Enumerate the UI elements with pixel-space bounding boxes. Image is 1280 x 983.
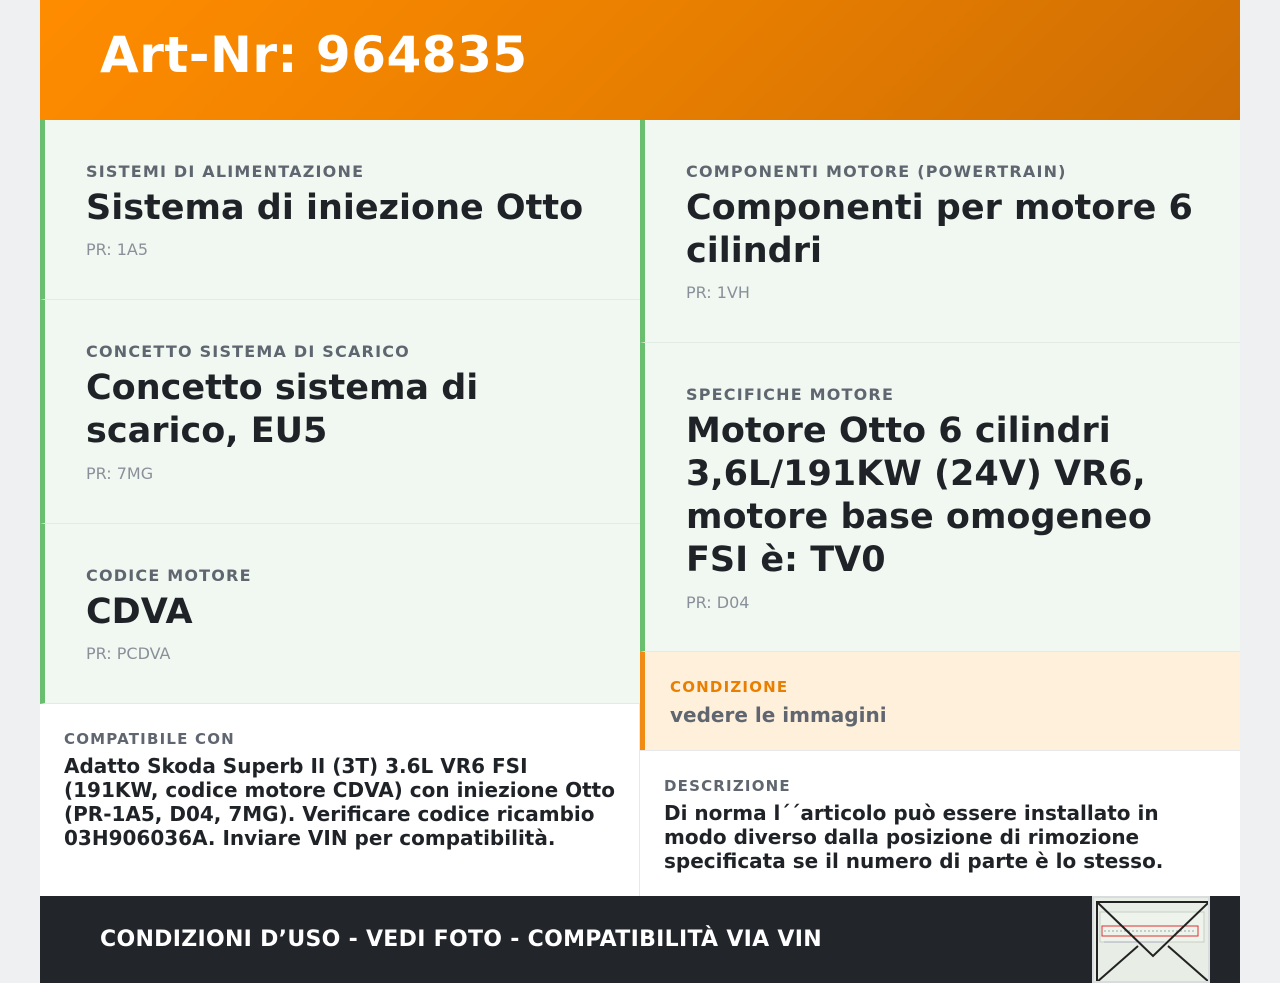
spec-pr-code: PR: 1VH xyxy=(686,283,750,302)
spec-pr-code: PR: 1A5 xyxy=(86,240,149,259)
spec-pr-code: PR: PCDVA xyxy=(86,644,171,663)
spec-label: CODICE MOTORE xyxy=(86,566,252,585)
description-block xyxy=(640,750,1240,896)
spec-label: SISTEMI DI ALIMENTAZIONE xyxy=(86,162,365,181)
spec-card xyxy=(640,343,1240,652)
footer-bar xyxy=(40,896,1240,983)
spec-card xyxy=(640,120,1240,343)
spec-label: CONCETTO SISTEMA DI SCARICO xyxy=(86,342,410,361)
footer-text: CONDIZIONI D’USO - VEDI FOTO - COMPATIBILITÀ VIA VIN xyxy=(100,927,822,952)
compatibility-label: COMPATIBILE CON xyxy=(64,730,235,748)
spec-pr-code: PR: D04 xyxy=(686,593,750,612)
article-number-title: Art-Nr: 964835 xyxy=(100,26,528,84)
spec-card xyxy=(40,300,640,524)
spec-value: Sistema di iniezione Otto xyxy=(86,188,584,228)
spec-label: COMPONENTI MOTORE (POWERTRAIN) xyxy=(686,162,1067,181)
condition-value: vedere le immagini xyxy=(670,703,887,727)
spec-value: CDVA xyxy=(86,592,193,632)
condition-label: CONDIZIONE xyxy=(670,678,789,696)
product-page xyxy=(40,0,1240,983)
spec-value: Concetto sistema di scarico, EU5 xyxy=(86,368,479,451)
spec-value: Componenti per motore 6 cilindri xyxy=(686,188,1193,271)
description-text: Di norma l´´articolo può essere installato in modo diverso dalla posizione di rimozione specificata se il numero di parte è lo stesso. xyxy=(664,801,1164,873)
spec-pr-code: PR: 7MG xyxy=(86,464,154,483)
compatibility-block xyxy=(40,704,640,896)
spec-value: Motore Otto 6 cilindri 3,6L/191KW (24V) VR6, motore base omogeneo FSI è: TV0 xyxy=(686,411,1152,580)
condition-box xyxy=(640,652,1240,750)
spec-column-right xyxy=(640,120,1240,652)
spec-label: SPECIFICHE MOTORE xyxy=(686,385,895,404)
product-photo-thumbnail[interactable] xyxy=(1092,896,1210,983)
spec-column-left xyxy=(40,120,640,704)
description-label: DESCRIZIONE xyxy=(664,777,791,795)
compatibility-text: Adatto Skoda Superb II (3T) 3.6L VR6 FSI (191KW, codice motore CDVA) con iniezione Otto (PR-1A5, D04, 7MG). Verificare codice ricambio 03H906036A. Inviare VIN per compatibilità. xyxy=(64,754,615,850)
header-bar xyxy=(40,0,1240,120)
spec-grid xyxy=(40,120,1240,896)
spec-card xyxy=(40,524,640,704)
envelope-icon xyxy=(1094,898,1210,983)
spec-card xyxy=(40,120,640,300)
